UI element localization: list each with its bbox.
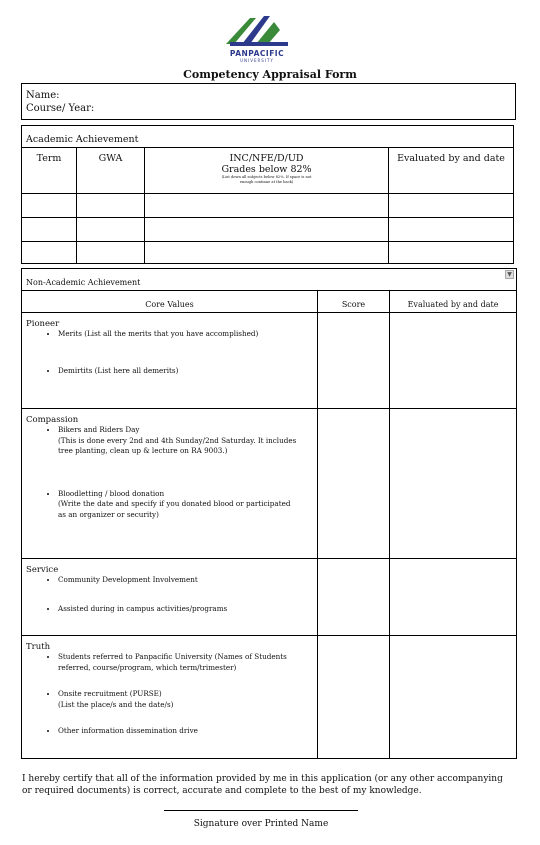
academic-table: [21, 125, 514, 264]
compassion-title: Compassion: [26, 415, 79, 425]
table-row: [22, 194, 514, 218]
score-cell[interactable]: [318, 409, 390, 559]
term-cell[interactable]: [22, 194, 77, 218]
gwa-cell[interactable]: [77, 218, 145, 242]
col-core-values: Core Values: [22, 291, 318, 313]
logo-subtitle: UNIVERSITY: [240, 58, 274, 63]
truth-row: [22, 636, 517, 759]
score-cell[interactable]: [318, 559, 390, 636]
term-cell[interactable]: [22, 218, 77, 242]
table-row: [22, 218, 514, 242]
list-item: • Bikers and Riders Day (This is done every 2nd and 4th Sunday/2nd Saturday. It includes tree planting, clean up & lecture on RA 9003.): [58, 425, 317, 457]
list-item: • Assisted during in campus activities/programs: [58, 604, 317, 615]
service-row: [22, 559, 517, 636]
term-cell[interactable]: [22, 242, 77, 264]
compassion-row: [22, 409, 517, 559]
evaluated-cell[interactable]: [390, 313, 517, 409]
list-item: • Other information dissemination drive: [58, 726, 317, 737]
non-academic-table: [21, 268, 517, 759]
compassion-cell: [22, 409, 318, 559]
grades-cell[interactable]: [145, 194, 389, 218]
col-gwa: GWA: [77, 148, 145, 194]
pioneer-row: [22, 313, 517, 409]
service-cell: [22, 559, 318, 636]
evaluated-cell[interactable]: [390, 636, 517, 759]
dropdown-arrow-icon[interactable]: ▼: [505, 270, 514, 279]
grades-cell[interactable]: [145, 242, 389, 264]
truth-cell: [22, 636, 318, 759]
gwa-cell[interactable]: [77, 242, 145, 264]
name-label: Name:: [26, 90, 60, 101]
pioneer-cell: [22, 313, 318, 409]
col-term: Term: [22, 148, 77, 194]
list-item: • Merits (List all the merits that you have accomplished): [58, 329, 317, 340]
col-inc-grades: INC/NFE/D/UD Grades below 82% (List down all subjects below 82%. If space is not enough continue at the back): [145, 148, 389, 194]
pioneer-title: Pioneer: [26, 319, 60, 329]
gwa-cell[interactable]: [77, 194, 145, 218]
evaluated-cell[interactable]: [389, 218, 514, 242]
evaluated-cell[interactable]: [389, 242, 514, 264]
table-row: [22, 242, 514, 264]
academic-heading: Academic Achievement: [22, 126, 514, 148]
evaluated-cell[interactable]: [390, 559, 517, 636]
list-item: • Onsite recruitment (PURSE) (List the place/s and the date/s): [58, 689, 317, 710]
truth-title: Truth: [26, 642, 51, 652]
course-year-label: Course/ Year:: [26, 103, 95, 114]
evaluated-cell[interactable]: [389, 194, 514, 218]
score-cell[interactable]: [318, 636, 390, 759]
list-item: • Students referred to Panpacific University (Names of Students referred, course/program, which term/trimester): [58, 652, 317, 673]
col-score: Score: [318, 291, 390, 313]
grades-cell[interactable]: [145, 218, 389, 242]
student-info-box: [21, 83, 516, 120]
col-evaluated: Evaluated by and date: [389, 148, 514, 194]
list-item: • Demirtits (List here all demerits): [58, 366, 317, 377]
evaluated-cell[interactable]: [390, 409, 517, 559]
signature-line[interactable]: [164, 810, 358, 811]
list-item: • Bloodletting / blood donation (Write the date and specify if you donated blood or participated as an organizer or security): [58, 489, 317, 521]
non-academic-heading: Non-Academic Achievement: [22, 269, 517, 291]
list-item: • Community Development Involvement: [58, 575, 317, 586]
score-cell[interactable]: [318, 313, 390, 409]
col-evaluated: Evaluated by and date: [390, 291, 517, 313]
logo-wordmark: PANPACIFIC: [229, 49, 285, 58]
service-title: Service: [26, 565, 59, 575]
signature-label: Signature over Printed Name: [193, 819, 329, 829]
form-title: Competency Appraisal Form: [183, 68, 357, 81]
certification-statement: I hereby certify that all of the information provided by me in this application (or any other accompanying or required documents) is correct, accurate and complete to the best of my knowledge.: [22, 774, 503, 796]
